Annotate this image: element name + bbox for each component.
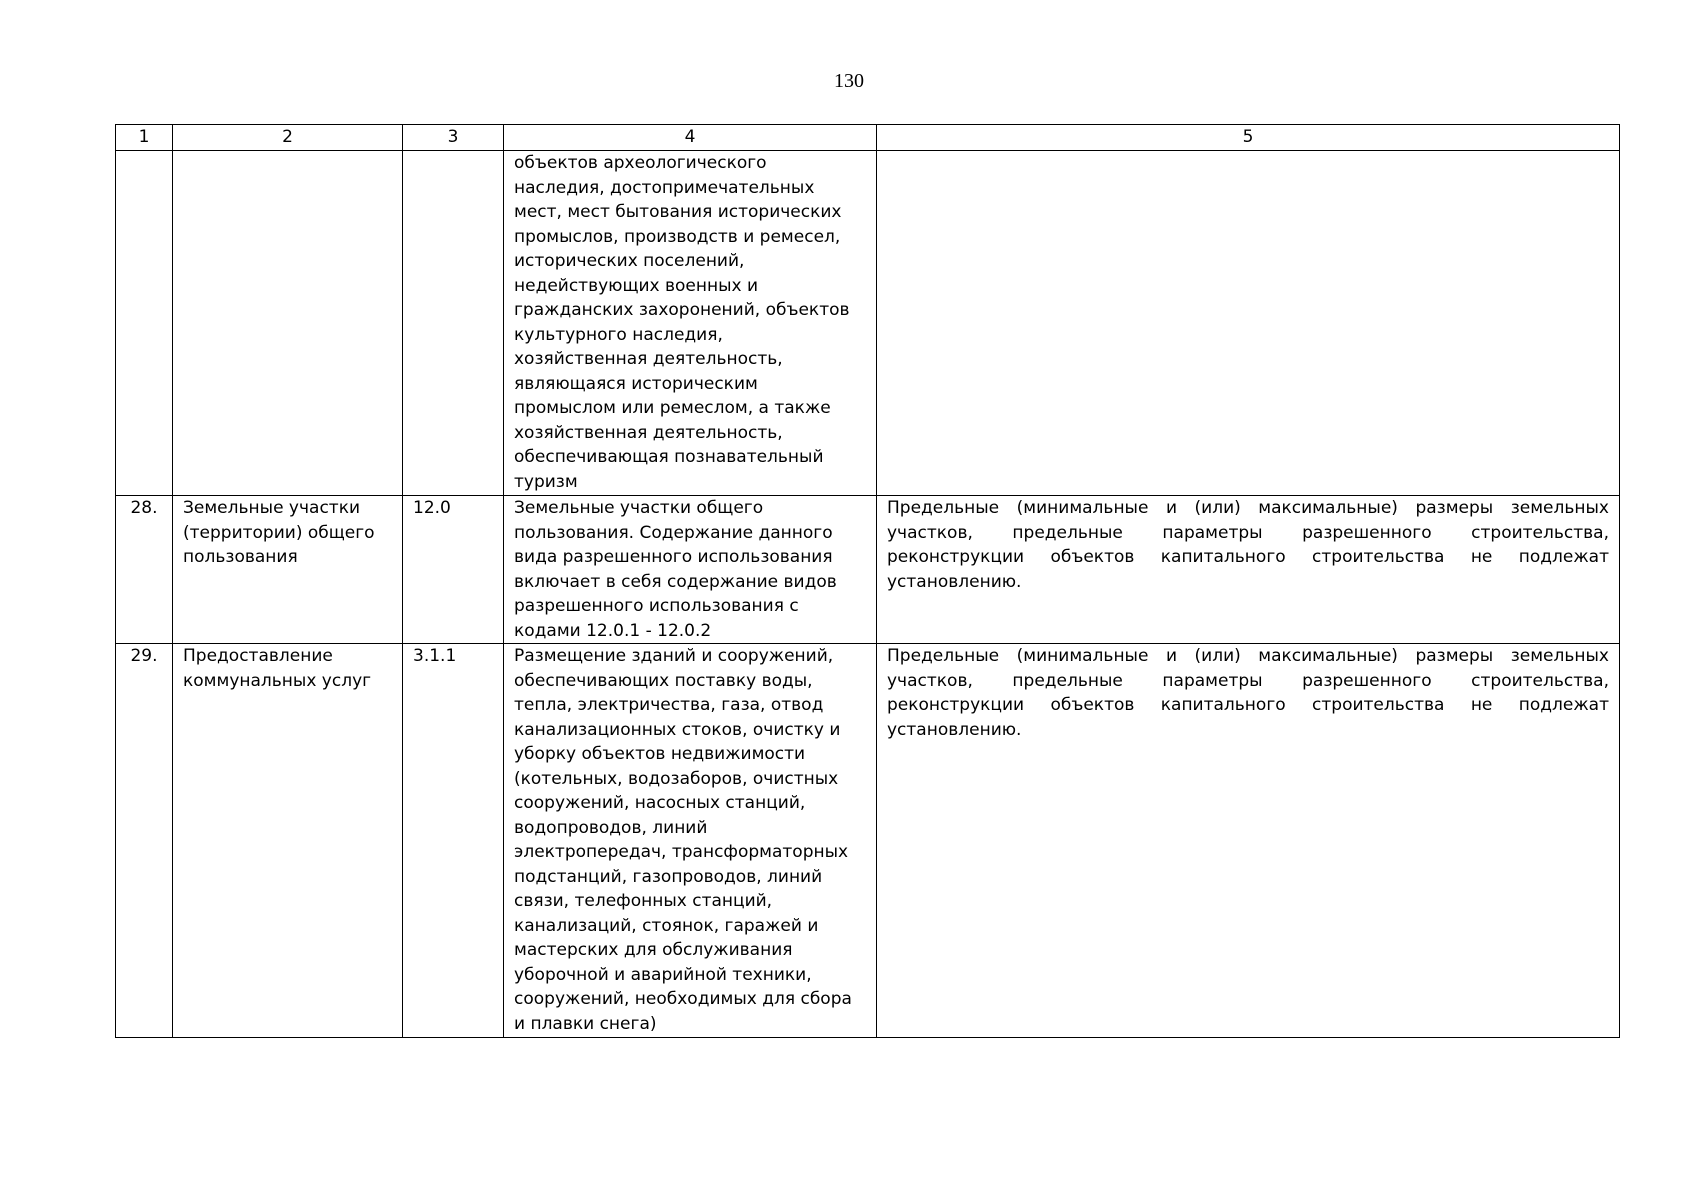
description-line: уборочной и аварийной техники, (514, 964, 812, 985)
description-line: вида разрешенного использования (514, 547, 833, 567)
description-line: и плавки снега) (514, 1013, 657, 1034)
parameters-cell: Предельные (минимальные и (или) максимальные) размеры земельных участков, предельные параметры разрешенного строительства, реконструкции объектов капитального строительства не подлежат установлению. (877, 496, 1620, 644)
description-line: связи, телефонных станций, (514, 891, 773, 911)
continued-description-cell (504, 151, 877, 496)
use-name-line: коммунальных услуг (183, 670, 372, 691)
header-col-5: 5 (877, 125, 1620, 151)
header-col-1: 1 (116, 125, 173, 151)
description-line: мест, мест бытования исторических (514, 202, 842, 222)
use-code-cell: 12.0 (403, 496, 504, 644)
description-line: (котельных, водозаборов, очистных (514, 768, 839, 789)
header-col-4: 4 (504, 125, 877, 151)
use-name-line: пользования (183, 547, 298, 567)
description-line: разрешенного использования с (514, 596, 799, 616)
description-line: объектов археологического (514, 153, 767, 173)
parameters-cell: Предельные (минимальные и (или) максимальные) размеры земельных участков, предельные параметры разрешенного строительства, реконструкции объектов капитального строительства не подлежат установлению. (877, 644, 1620, 1038)
description-line: мастерских для обслуживания (514, 940, 793, 960)
description-line: хозяйственная деятельность, (514, 422, 783, 443)
use-name-cell (173, 496, 403, 644)
description-line: культурного наследия, (514, 324, 723, 345)
table-row-continued (116, 151, 1620, 496)
use-name-line: Предоставление (183, 646, 333, 666)
row-number-cell: 28. (116, 496, 173, 644)
use-name-cell (173, 644, 403, 1038)
use-code-cell: 3.1.1 (403, 644, 504, 1038)
description-line: канализаций, стоянок, гаражей и (514, 915, 819, 936)
description-line: гражданских захоронений, объектов (514, 300, 850, 320)
header-col-3: 3 (403, 125, 504, 151)
table-row (116, 496, 1620, 644)
description-line: включает в себя содержание видов (514, 571, 837, 592)
use-description-cell (504, 496, 877, 644)
description-line: водопроводов, линий (514, 817, 708, 838)
continued-num-cell (116, 151, 173, 496)
continued-code-cell (403, 151, 504, 496)
land-use-table (115, 124, 1620, 1038)
continued-parameters-cell (877, 151, 1620, 496)
description-line: Размещение зданий и сооружений, (514, 646, 834, 666)
description-line: обеспечивающих поставку воды, (514, 670, 813, 691)
use-name-line: (территории) общего (183, 522, 375, 543)
description-line: наследия, достопримечательных (514, 177, 815, 198)
description-line: пользования. Содержание данного (514, 522, 833, 543)
use-name-line: Земельные участки (183, 498, 361, 518)
table-row (116, 644, 1620, 1038)
description-line: Земельные участки общего (514, 498, 764, 518)
description-line: уборку объектов недвижимости (514, 744, 806, 764)
description-line: кодами 12.0.1 - 12.0.2 (514, 620, 712, 641)
description-line: исторических поселений, (514, 251, 745, 271)
table-header-row (116, 125, 1620, 151)
description-line: промыслов, производств и ремесел, (514, 226, 841, 247)
description-line: являющаяся историческим (514, 373, 758, 394)
description-line: сооружений, насосных станций, (514, 793, 806, 813)
header-col-2: 2 (173, 125, 403, 151)
description-line: недействующих военных и (514, 275, 759, 296)
description-line: сооружений, необходимых для сбора (514, 989, 852, 1009)
description-line: тепла, электричества, газа, отвод (514, 695, 824, 715)
description-line: туризм (514, 471, 578, 492)
page-number: 130 (834, 70, 864, 92)
description-line: промыслом или ремеслом, а также (514, 398, 831, 418)
description-line: хозяйственная деятельность, (514, 349, 783, 369)
description-line: подстанций, газопроводов, линий (514, 866, 823, 887)
row-number-cell: 29. (116, 644, 173, 1038)
description-line: обеспечивающая познавательный (514, 447, 824, 467)
use-description-cell (504, 644, 877, 1038)
description-line: канализационных стоков, очистку и (514, 719, 841, 740)
continued-name-cell (173, 151, 403, 496)
description-line: электропередач, трансформаторных (514, 842, 849, 862)
